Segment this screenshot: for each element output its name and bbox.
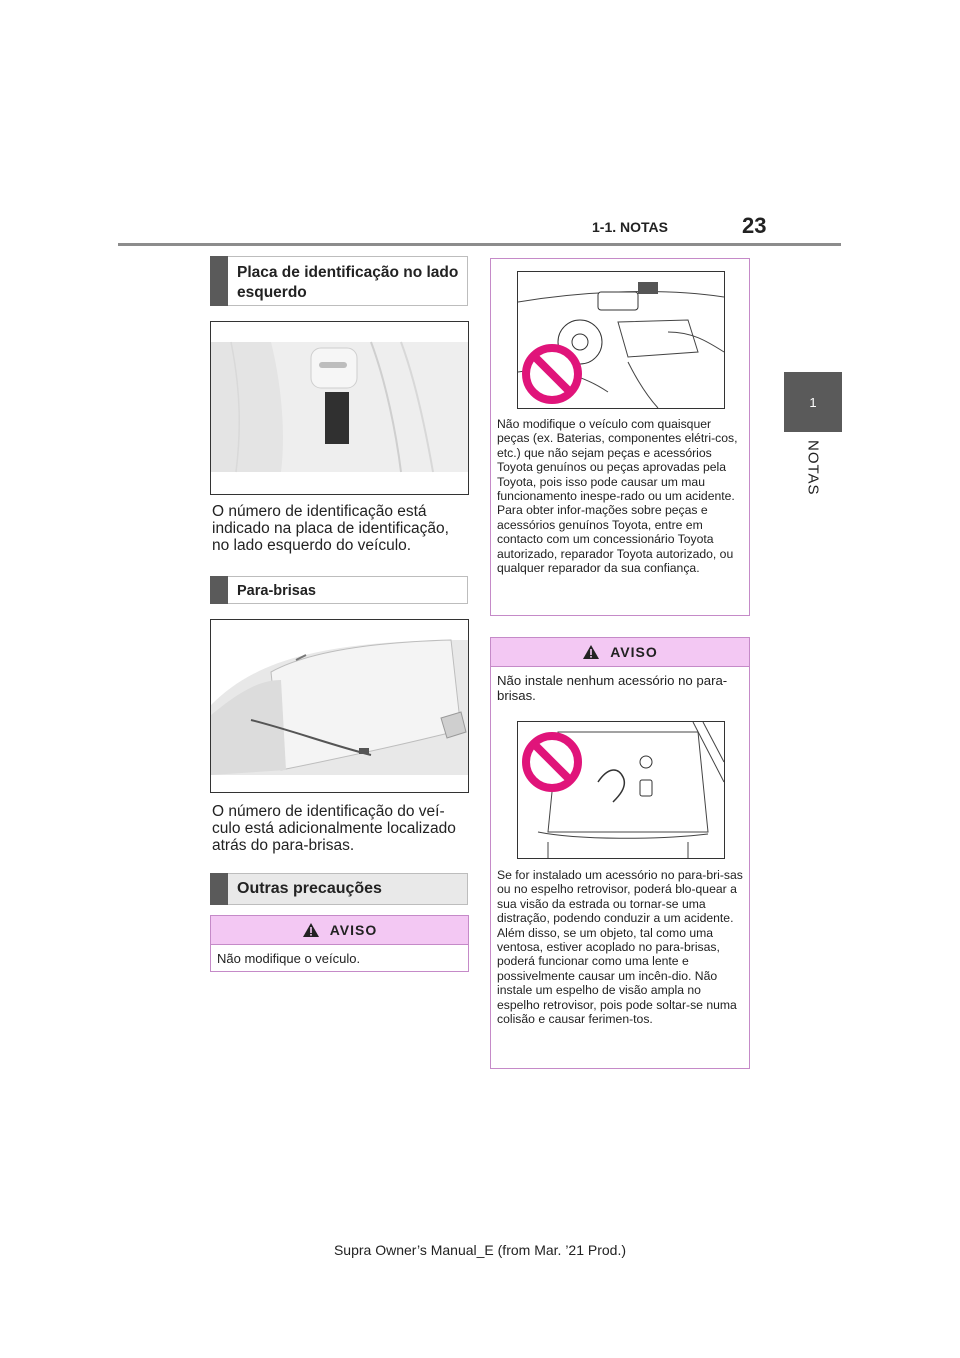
- accessory-warning-text: Não instale nenhum acessório no para-brisas.: [497, 673, 728, 703]
- modification-warning-text: Não modifique o veículo com quaisquer peças (ex. Baterias, componentes elétri-cos, etc.) que não sejam peças e acessórios Toyota genuínos ou peças aprovadas pela Toyota, pois isso pode causar um mau funcionamento inespe-rado ou um acidente. Para obter infor-mações sobre peças e acessórios genuínos Toyota, entre em contacto com um concessionário Toyota autorizado, reparador Toyota autorizado, ou qualquer reparador da sua confiança.: [497, 417, 738, 576]
- windshield-description: O número de identificação do veí-culo está adicionalmente localizado atrás do para-brisas.: [212, 803, 456, 854]
- windshield-illustration: [210, 619, 469, 793]
- chapter-tab: [784, 372, 842, 432]
- page-number: 23: [742, 213, 767, 238]
- accessory-warning-detail: Se for instalado um acessório no para-bri-sas ou no espelho retrovisor, poderá blo-quear a sua visão da estrada ou tornar-se uma distração, podendo conduzir a um acidente. Além disso, se um objeto, tal como uma ventosa, estiver acoplado no para-brisas, poderá funcionar como uma lente e possivelmente causar um incên-dio. Não instale um espelho de visão ampla no espelho retrovisor, pois pode soltar-se numa colisão e causar ferimen-tos.: [497, 868, 743, 1027]
- section-heading-id-plate: Placa de identificação no lado esquerdo: [210, 256, 468, 306]
- section-heading-other-precautions: Outras precauções: [210, 873, 468, 905]
- section-heading-windshield: Para-brisas: [210, 576, 468, 604]
- warning-header: [211, 916, 468, 945]
- door-pillar-illustration: [210, 321, 469, 495]
- modification-warning-box: [490, 258, 750, 616]
- warning-triangle-icon: [302, 922, 320, 938]
- warning-title: AVISO: [610, 644, 658, 660]
- accessory-warning-box: [490, 637, 750, 1069]
- header-rule: [118, 243, 841, 246]
- warning-box-left: [210, 915, 469, 972]
- dashboard-illustration: [517, 271, 725, 409]
- windshield-accessory-illustration: [517, 721, 725, 859]
- chapter-label: NOTAS: [804, 440, 822, 496]
- chapter-number: 1: [809, 394, 817, 410]
- warning-triangle-icon: [582, 644, 600, 660]
- section-title: 1-1. NOTAS: [592, 219, 668, 235]
- warning-title: AVISO: [329, 922, 378, 938]
- warning-text: Não modifique o veículo.: [217, 951, 361, 966]
- warning-header: [491, 638, 749, 667]
- footer-text: Supra Owner’s Manual_E (from Mar. ’21 Prod.): [333, 1242, 627, 1258]
- id-plate-description: O número de identificação está indicado na placa de identificação, no lado esquerdo do veículo.: [212, 503, 449, 554]
